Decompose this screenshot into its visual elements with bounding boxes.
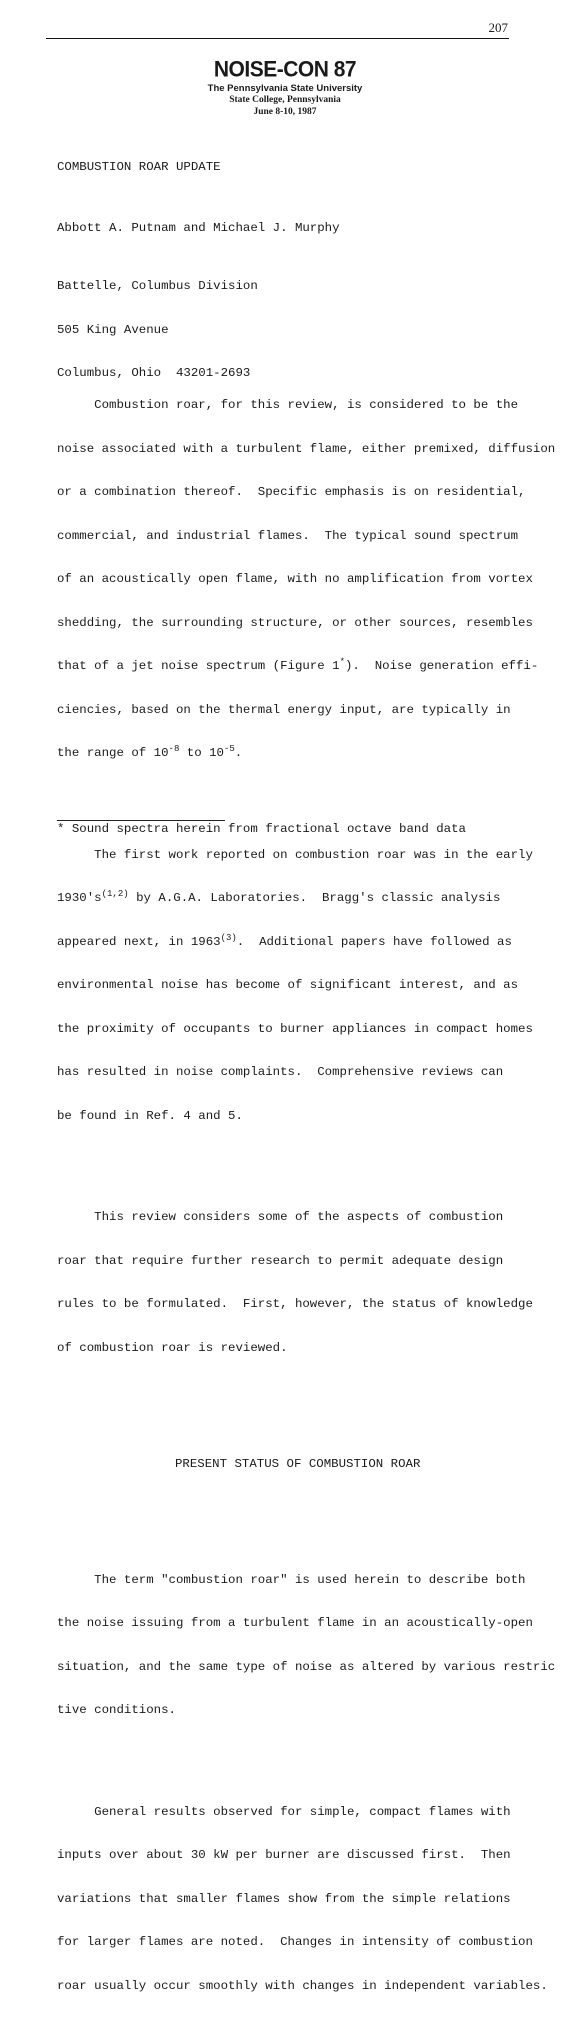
text-line: of an acoustically open flame, with no amplification from vortex [57, 572, 533, 586]
text-run: . Additional papers have followed as [236, 934, 512, 949]
text-run: appeared next, in 1963 [57, 934, 221, 949]
paragraph-2 [57, 819, 555, 1153]
text-line: situation, and the same type of noise as altered by various restric [57, 1659, 556, 1674]
text-line: inputs over about 30 kW per burner are discussed first. Then [57, 1848, 511, 1862]
text-line: The first work reported on combustion roar was in the early [57, 847, 533, 862]
text-line: shedding, the surrounding structure, or other sources, resembles [57, 615, 533, 630]
affiliation-line: Columbus, Ohio 43201-2693 [57, 366, 251, 380]
header-rule [46, 38, 509, 39]
text-line: General results observed for simple, compact flames with [57, 1804, 511, 1819]
text-line: rules to be formulated. First, however, the status of knowledge [57, 1297, 533, 1311]
footnote: * Sound spectra herein from fractional octave band data [57, 822, 466, 836]
text-line: the noise issuing from a turbulent flame in an acoustically-open [57, 1616, 533, 1630]
text-line: environmental noise has become of significant interest, and as [57, 978, 519, 992]
text-line: roar that require further research to permit adequate design [57, 1253, 504, 1268]
text-line: commercial, and industrial flames. The typical sound spectrum [57, 528, 519, 543]
conference-university: The Pennsylvania State University [207, 83, 363, 94]
text-line: ciencies, based on the thermal energy input, are typically in [57, 702, 511, 717]
text-line: for larger flames are noted. Changes in intensity of combustion [57, 1935, 533, 1949]
affiliation-line: 505 King Avenue [57, 322, 169, 337]
text-line [57, 891, 555, 906]
paragraph-4 [57, 1544, 555, 1747]
text-run: ). Noise generation effi- [344, 659, 539, 673]
text-run: the range of 10 [57, 746, 169, 760]
exponent: -8 [168, 744, 180, 754]
section-heading: PRESENT STATUS OF COMBUSTION ROAR [175, 1456, 421, 1471]
conference-location: State College, Pennsylvania [229, 95, 341, 105]
citation: (1,2) [101, 889, 129, 899]
exponent: -5 [223, 744, 235, 754]
text-line: of combustion roar is reviewed. [57, 1340, 288, 1355]
text-run: that of a jet noise spectrum (Figure 1 [57, 659, 340, 673]
text-run: . [234, 746, 243, 760]
text-line [57, 746, 555, 761]
text-line: has resulted in noise complaints. Comprehensive reviews can [57, 1065, 504, 1079]
conference-title: NOISE-CON 87 [213, 57, 357, 82]
affiliation-line: Battelle, Columbus Division [57, 279, 258, 293]
text-line: tive conditions. [57, 1703, 176, 1717]
text-line: roar usually occur smoothly with changes in independent variables. [57, 1978, 548, 1993]
text-line: noise associated with a turbulent flame, either premixed, diffusion [57, 441, 556, 456]
text-line [57, 659, 555, 674]
text-line: be found in Ref. 4 and 5. [57, 1108, 243, 1123]
text-line [57, 932, 555, 950]
text-line: the proximity of occupants to burner appliances in compact homes [57, 1021, 533, 1036]
spacer [57, 1500, 555, 1515]
footnote-rule [57, 820, 225, 821]
paragraph-3 [57, 1181, 555, 1384]
authors: Abbott A. Putnam and Michael J. Murphy [57, 221, 340, 235]
text-line: Combustion roar, for this review, is considered to be the [57, 398, 519, 412]
citation: (3) [220, 932, 237, 943]
paper-title: COMBUSTION ROAR UPDATE [57, 160, 221, 174]
text-line: or a combination thereof. Specific emphasis is on residential, [57, 485, 526, 499]
footnote-marker: * [339, 657, 345, 667]
paragraph-1 [57, 369, 555, 790]
text-run: to 10 [179, 746, 224, 760]
body-text [57, 340, 555, 2037]
conference-dates: June 8-10, 1987 [253, 107, 317, 117]
text-line: This review considers some of the aspects of combustion [57, 1210, 504, 1224]
text-line: variations that smaller flames show from the simple relations [57, 1891, 511, 1906]
text-line: The term "combustion roar" is used herein to describe both [57, 1572, 526, 1587]
text-run: 1930's [57, 891, 102, 905]
text-run: by A.G.A. Laboratories. Bragg's classic analysis [128, 891, 501, 905]
spacer [57, 1413, 555, 1428]
paragraph-5 [57, 1776, 555, 2023]
page-number: 207 [488, 20, 508, 35]
